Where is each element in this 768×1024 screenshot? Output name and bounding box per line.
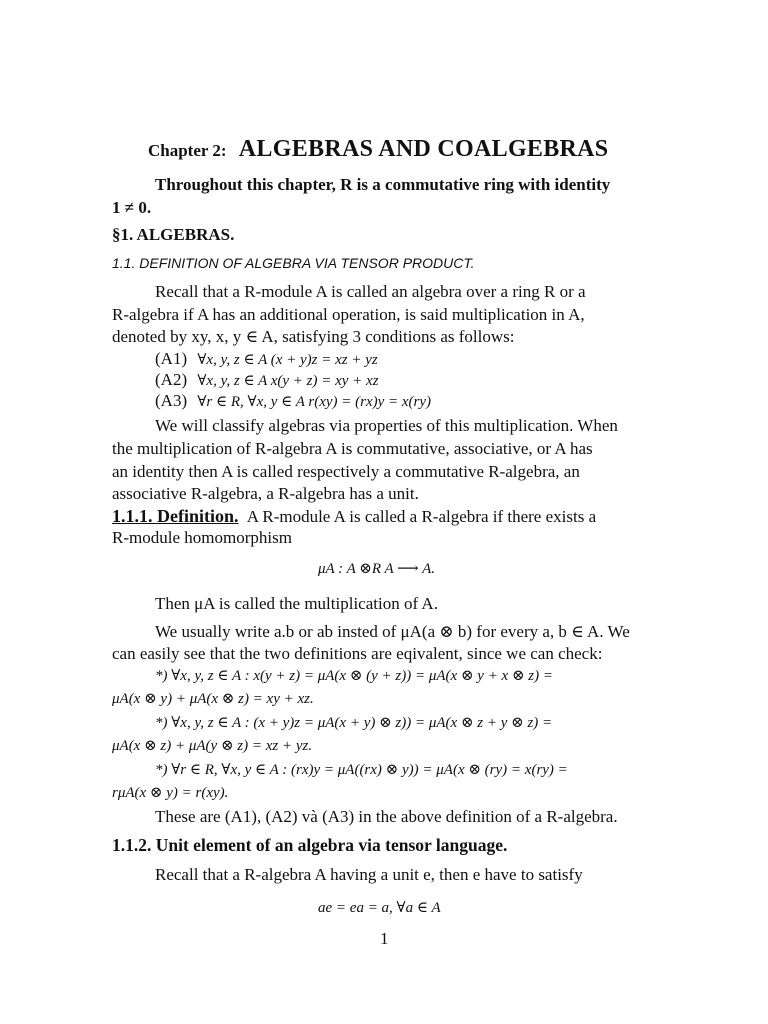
chapter-heading	[148, 137, 608, 161]
para1-line-1: Recall that a R-module A is called an algebra over a ring R or a	[155, 282, 586, 301]
section-subheading: 1.1. DEFINITION OF ALGEBRA VIA TENSOR PRODUCT.	[112, 255, 475, 271]
unit-equation: ae = ea = a, ∀a ∈ A	[318, 900, 441, 916]
unit-heading: 1.1.2. Unit element of an algebra via tensor language.	[112, 835, 508, 855]
condition-a1	[155, 350, 378, 368]
page-number: 1	[380, 929, 389, 948]
unit-line-1: Recall that a R-algebra A having a unit e, then e have to satisfy	[155, 865, 583, 884]
check-1-line-1: *) ∀x, y, z ∈ A : x(y + z) = μA(x ⊗ (y + z)) = μA(x ⊗ y + x ⊗ z) =	[155, 668, 553, 684]
definition-line-1	[112, 507, 596, 525]
check-1-line-2: μA(x ⊗ y) + μA(x ⊗ z) = xy + xz.	[112, 691, 314, 707]
para2-line-4: associative R-algebra, a R-algebra has a unit.	[112, 484, 419, 503]
check-3-line-2: rμA(x ⊗ y) = r(xy).	[112, 785, 229, 801]
section-heading: §1. ALGEBRAS.	[112, 225, 235, 244]
condition-formula: ∀x, y, z ∈ A (x + y)z = xz + yz	[197, 352, 378, 368]
intro-line-2: 1 ≠ 0.	[112, 198, 152, 217]
check-2-line-1: *) ∀x, y, z ∈ A : (x + y)z = μA(x + y) ⊗ z)) = μA(x ⊗ z + y ⊗ z) =	[155, 715, 553, 731]
condition-formula: ∀r ∈ R, ∀x, y ∈ A r(xy) = (rx)y = x(ry)	[197, 394, 432, 410]
definition-then: Then μA is called the multiplication of A.	[155, 594, 438, 613]
definition-line-2: R-module homomorphism	[112, 528, 292, 547]
condition-a2	[155, 371, 379, 389]
intro-line-1	[112, 176, 660, 193]
para1-line-2: R-algebra if A has an additional operation, is said multiplication in A,	[112, 305, 585, 324]
para2-line-3: an identity then A is called respectively a commutative R-algebra, an	[112, 462, 580, 481]
para1-line-3: denoted by xy, x, y ∈ A, satisfying 3 conditions as follows:	[112, 327, 515, 346]
condition-a3	[155, 392, 431, 410]
definition-text: A R-module A is called a R-algebra if there exists a	[246, 507, 597, 526]
intro-text-1: Throughout this chapter, R is a commutative ring with identity	[155, 175, 611, 194]
para2-line-1: We will classify algebras via properties of this multiplication. When	[155, 416, 618, 435]
chapter-label: Chapter 2:	[148, 141, 227, 160]
condition-formula: ∀x, y, z ∈ A x(y + z) = xy + xz	[197, 373, 379, 389]
check-3-line-1: *) ∀r ∈ R, ∀x, y ∈ A : (rx)y = μA((rx) ⊗ y)) = μA(x ⊗ (ry) = x(ry) =	[155, 762, 568, 778]
condition-label: (A2)	[155, 370, 188, 389]
chapter-title: ALGEBRAS AND COALGEBRAS	[238, 136, 609, 162]
definition-label: 1.1.1. Definition.	[112, 506, 239, 526]
check-2-line-2: μA(x ⊗ z) + μA(y ⊗ z) = xz + yz.	[112, 738, 313, 754]
condition-label: (A3)	[155, 391, 188, 410]
condition-label: (A1)	[155, 349, 188, 368]
para2-line-2: the multiplication of R-algebra A is commutative, associative, or A has	[112, 439, 593, 458]
multiplication-map: μA : A ⊗R A ⟶ A.	[318, 561, 436, 577]
conclusion: These are (A1), (A2) và (A3) in the above definition of a R-algebra.	[155, 807, 618, 826]
para3-line-1: We usually write a.b or ab insted of μA(a ⊗ b) for every a, b ∈ A. We	[155, 622, 630, 641]
para3-line-2: can easily see that the two definitions are eqivalent, since we can check:	[112, 644, 603, 663]
